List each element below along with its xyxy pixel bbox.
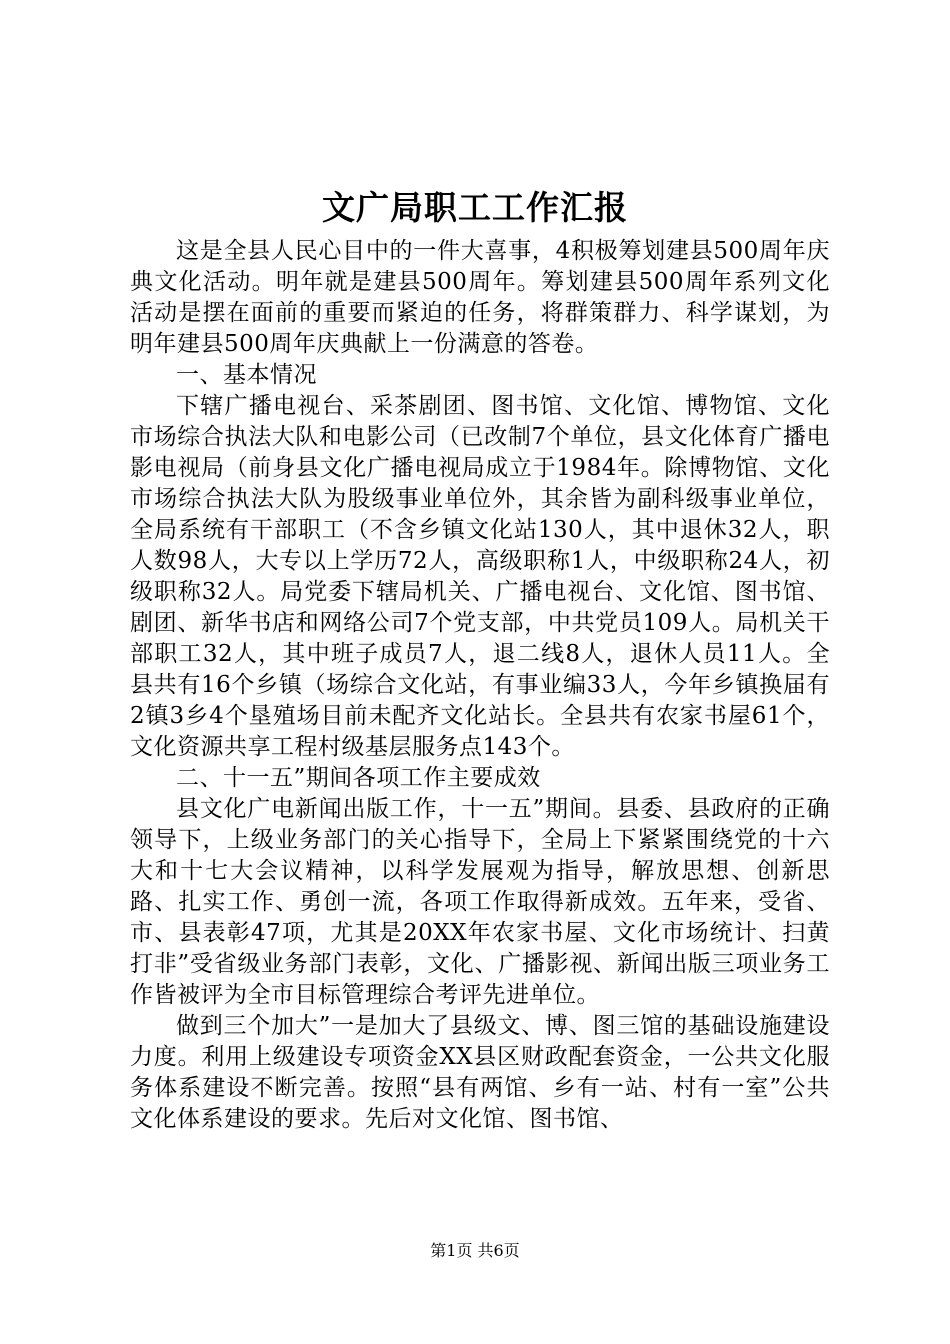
- document-body: [130, 236, 830, 1135]
- page-footer: 第1页 共6页: [430, 1241, 520, 1260]
- basic-situation-paragraph: 下辖广播电视台、采茶剧团、图书馆、文化馆、博物馆、文化市场综合执法大队和电影公司（已改制7个单位，县文化体育广播电影电视局（前身县文化广播电视局成立于1984年。除博物馆、文化市场综合执法大队为股级事业单位外，其余皆为副科级事业单位，全局系统有干部职工（不含乡镇文化站130人，其中退休32人，职人数98人，大专以上学历72人，高级职称1人，中级职称24人，初级职称32人。局党委下辖局机关、广播电视台、文化馆、图书馆、剧团、新华书店和网络公司7个党支部，中共党员109人。局机关干部职工32人，其中班子成员7人，退二线8人，退休人员11人。全县共有16个乡镇（场综合文化站，有事业编33人，今年乡镇换届有2镇3乡4个垦殖场目前未配齐文化站长。全县共有农家书屋61个，文化资源共享工程村级基层服务点143个。: [130, 393, 830, 760]
- three-increases-paragraph: 做到三个加大”一是加大了县级文、博、图三馆的基础设施建设力度。利用上级建设专项资金XX县区财政配套资金，一公共文化服务体系建设不断完善。按照“县有两馆、乡有一站、村有一室”公共文化体系建设的要求。先后对文化馆、图书馆、: [130, 1013, 830, 1132]
- document-title: 文广局职工工作汇报: [322, 188, 628, 227]
- section-heading-achievements: 二、十一五”期间各项工作主要成效: [176, 765, 541, 791]
- section-heading-basic-situation: 一、基本情况: [176, 362, 317, 388]
- intro-paragraph: 这是全县人民心目中的一件大喜事，4积极筹划建县500周年庆典文化活动。明年就是建县500周年。筹划建县500周年系列文化活动是摆在面前的重要而紧迫的任务，将群策群力、科学谋划，为明年建县500周年庆典献上一份满意的答卷。: [130, 238, 830, 357]
- achievements-paragraph: 县文化广电新闻出版工作，十一五”期间。县委、县政府的正确领导下，上级业务部门的关心指导下，全局上下紧紧围绕党的十六大和十七大会议精神，以科学发展观为指导，解放思想、创新思路、扎实工作、勇创一流，各项工作取得新成效。五年来，受省、市、县表彰47项，尤其是20XX年农家书屋、文化市场统计、扫黄打非”受省级业务部门表彰，文化、广播影视、新闻出版三项业务工作皆被评为全市目标管理综合考评先进单位。: [130, 796, 830, 1008]
